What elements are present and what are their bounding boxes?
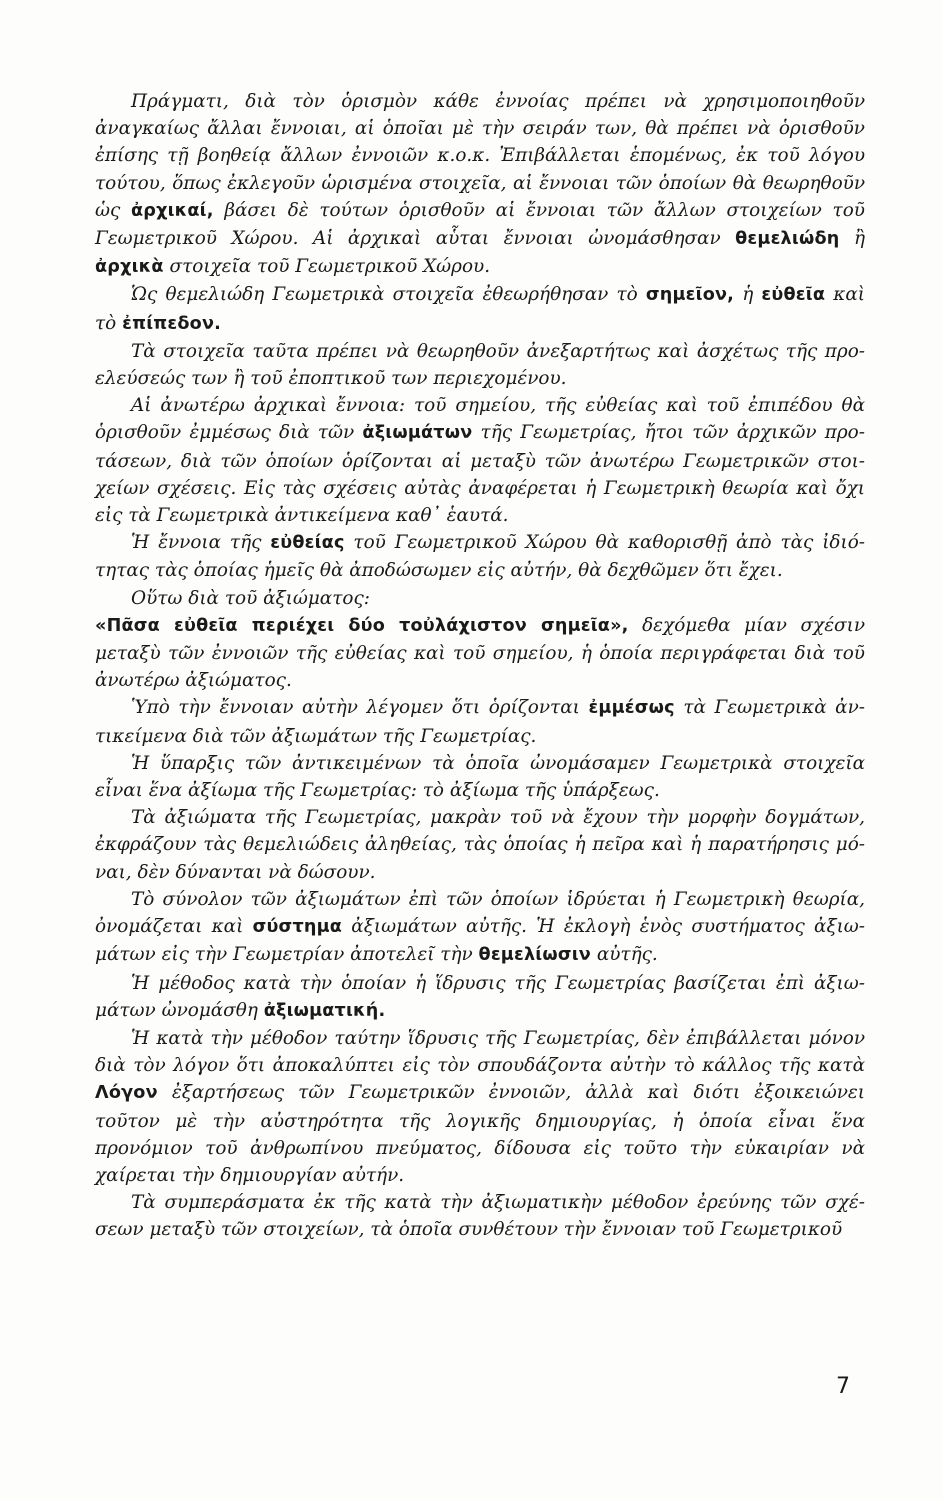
text-paragraph (95, 529, 865, 584)
paragraph-text: καὶ τὸ (95, 284, 865, 334)
page-number: 7 (836, 1374, 850, 1399)
paragraph-text: Ἡ ἔννοια τῆς (131, 532, 271, 554)
bold-term: ἀξιωματική. (263, 1000, 386, 1021)
bold-term: θεμελιώδη (735, 229, 840, 250)
bold-term: «Πᾶσα εὐθεῖα περιέχει δύο τοὐλάχιστον σημεῖα», (95, 615, 629, 636)
bold-term: ἀρχικὰ (95, 257, 164, 278)
bold-term: ἐπίπεδον. (122, 313, 222, 334)
paragraph-text: ἐξαρτήσεως τῶν Γεωμετρικῶν ἐννοιῶν, ἀλλὰ καὶ διότι ἐξοικειώνει τοῦτον μὲ τὴν αὐστηρότητα τῆς λογικῆς δημιουργίας, ἡ ὁποία εἶναι ἕνα προνόμιον τοῦ ἀνθρωπίνου πνεύματος, δίδουσα εἰς τοῦτο τὴν εὐκαιρίαν νὰ χαίρεται τὴν δημιουργίαν αὐτήν. (95, 1082, 865, 1186)
paragraph-text: τὰ Γεωμετρικὰ ἀντικείμενα διὰ τῶν ἀξιωμάτων τῆς Γεωμετρίας. (95, 697, 865, 747)
paragraph-text: βάσει δὲ τούτων ὁρισθοῦν αἱ ἔννοιαι τῶν ἄλλων στοιχείων τοῦ Γεωμετρικοῦ Χώρου. Αἱ ἀρχικαὶ αὗται ἔννοιαι ὠνομάσθησαν (95, 199, 865, 250)
text-paragraph (95, 585, 865, 612)
paragraph-text: ἀξιωμάτων αὐτῆς. Ἡ ἐκλογὴ ἑνὸς συστήματος ἀξιωμάτων εἰς τὴν Γεωμετρίαν ἀποτελεῖ τὴν (95, 916, 866, 966)
paragraph-text: ἢ (839, 228, 865, 250)
text-paragraph (95, 970, 865, 1025)
text-paragraph (95, 392, 865, 529)
paragraph-text: στοιχεῖα τοῦ Γεωμετρικοῦ Χώρου. (163, 256, 491, 278)
paragraph-text: Τὰ ἀξιώματα τῆς Γεωμετρίας, μακρὰν τοῦ νὰ ἔχουν τὴν μορφὴν δογμάτων, ἐκφράζουν τὰς θεμελιώδεις ἀληθείας, τὰς ὁποίας ἡ πεῖρα καὶ ἡ παρατήρησις μόναι, δὲν δύνανται νὰ δώσουν. (95, 807, 865, 883)
text-paragraph (95, 694, 865, 749)
paragraph-text: Τὰ συμπεράσματα ἐκ τῆς κατὰ τὴν ἀξιωματικὴν μέθοδον ἐρεύνης τῶν σχέσεων μεταξὺ τῶν στοιχείων, τὰ ὁποῖα συνθέτουν τὴν ἔννοιαν τοῦ Γεωμετρικοῦ (95, 1192, 865, 1241)
bold-term: ἐμμέσως (588, 698, 675, 719)
paragraph-text: Ἡ μέθοδος κατὰ τὴν ὁποίαν ἡ ἵδρυσις τῆς Γεωμετρίας βασίζεται ἐπὶ ἀξιωμάτων ὠνομάσθη (95, 972, 865, 1021)
bold-term: Λόγον (95, 1083, 158, 1104)
page-body (95, 88, 865, 1244)
text-paragraph (95, 281, 865, 337)
text-paragraph (95, 750, 865, 804)
bold-term: θεμελίωσιν (478, 945, 591, 966)
paragraph-text: Τὸ σύνολον τῶν ἀξιωμάτων ἐπὶ τῶν ὁποίων ἱδρύεται ἡ Γεωμετρικὴ θεωρία, ὀνομάζεται καὶ (95, 888, 865, 938)
text-paragraph (95, 1189, 865, 1243)
paragraph-text: Οὕτω διὰ τοῦ ἀξιώματος: (131, 587, 370, 609)
bold-term: σημεῖον, (645, 285, 735, 306)
bold-term: εὐθεῖα (761, 285, 826, 306)
text-paragraph (95, 612, 865, 695)
paragraph-text: τῆς Γεωμετρίας, ἤτοι τῶν ἀρχικῶν προτάσεων, διὰ τῶν ὁποίων ὁρίζονται αἱ μεταξὺ τῶν ἀνωτέρω Γεωμετρικῶν στοιχείων σχέσεις. Εἰς τὰς σχέσεις αὐτὰς ἀναφέρεται ἡ Γεωμετρικὴ θεωρία καὶ ὄχι εἰς τὰ Γεωμετρικὰ ἀντικείμενα καθ᾽ ἑαυτά. (95, 422, 865, 527)
bold-term: εὐθείας (270, 533, 345, 554)
text-paragraph (95, 1025, 865, 1189)
paragraph-text: Ἡ κατὰ τὴν μέθοδον ταύτην ἵδρυσις τῆς Γεωμετρίας, δὲν ἐπιβάλλεται μόνον διὰ τὸν λόγον ὅτι ἀποκαλύπτει εἰς τὸν σπουδάζοντα αὐτὴν τὸ κάλλος τῆς κατὰ (95, 1027, 865, 1077)
paragraph-text: τοῦ Γεωμετρικοῦ Χώρου θὰ καθορισθῇ ἀπὸ τὰς ἰδιότητας τὰς ὁποίας ἡμεῖς θὰ ἀποδώσωμεν εἰς αὐτήν, θὰ δεχθῶμεν ὅτι ἔχει. (95, 532, 865, 582)
bold-term: σύστημα (252, 917, 343, 938)
paragraph-text: δεχόμεθα μίαν σχέσιν μεταξὺ τῶν ἐννοιῶν τῆς εὐθείας καὶ τοῦ σημείου, ἡ ὁποία περιγράφεται διὰ τοῦ ἀνωτέρω ἀξιώματος. (95, 614, 866, 692)
text-paragraph (95, 338, 865, 392)
paragraph-text: ἡ (734, 284, 762, 306)
paragraph-text: Αἱ ἀνωτέρω ἀρχικαὶ ἔννοια: τοῦ σημείου, τῆς εὐθείας καὶ τοῦ ἐπιπέδου θὰ ὁρισθοῦν ἐμμέσως διὰ τῶν (95, 395, 865, 444)
paragraph-text: Ὡς θεμελιώδη Γεωμετρικὰ στοιχεῖα ἐθεωρήθησαν τὸ (131, 284, 646, 306)
paragraph-text: Ὑπὸ τὴν ἔννοιαν αὐτὴν λέγομεν ὅτι ὁρίζονται (131, 697, 589, 719)
text-paragraph (95, 804, 865, 886)
paragraph-text: Πράγματι, διὰ τὸν ὁρισμὸν κάθε ἐννοίας πρέπει νὰ χρησιμοποιηθοῦν ἀναγκαίως ἄλλαι ἔννοιαι, αἱ ὁποῖαι μὲ τὴν σειράν των, θὰ πρέπει νὰ ὁρισθοῦν ἐπίσης τῇ βοηθείᾳ ἄλλων ἐννοιῶν κ.ο.κ. Ἐπιβάλλεται ἑπομένως, ἐκ τοῦ λόγου τούτου, ὅπως ἐκλεγοῦν ὡρισμένα στοιχεῖα, αἱ ἔννοιαι τῶν ὁποίων θὰ θεωρηθοῦν ὡς (95, 91, 865, 221)
text-paragraph (95, 886, 865, 970)
paragraph-text: Τὰ στοιχεῖα ταῦτα πρέπει νὰ θεωρηθοῦν ἀνεξαρτήτως καὶ ἀσχέτως τῆς προελεύσεώς των ἢ τοῦ ἐποπτικοῦ των περιεχομένου. (95, 340, 865, 390)
bold-term: ἀξιωμάτων (362, 423, 473, 444)
text-paragraph (95, 88, 865, 281)
paragraph-text: αὐτῆς. (590, 944, 658, 966)
bold-term: ἀρχικαί, (131, 200, 214, 221)
paragraph-text: Ἡ ὕπαρξις τῶν ἀντικειμένων τὰ ὁποῖα ὠνομάσαμεν Γεωμετρικὰ στοιχεῖα εἶναι ἕνα ἀξίωμα τῆς Γεωμετρίας: τὸ ἀξίωμα τῆς ὑπάρξεως. (95, 752, 865, 802)
